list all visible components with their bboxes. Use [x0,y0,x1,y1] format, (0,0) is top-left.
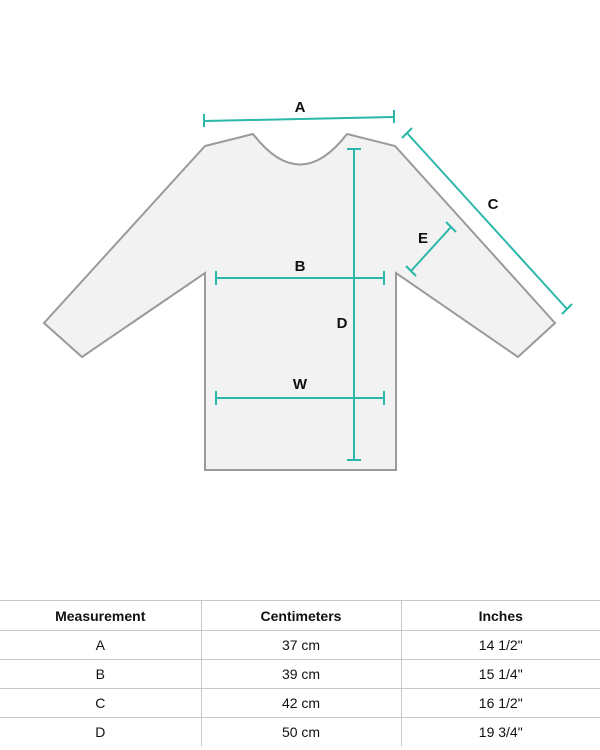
table-row [0,689,600,718]
table-row [0,660,600,689]
table-row [0,718,600,747]
cell-inches: 16 1/2" [401,689,600,718]
cell-measurement: D [0,718,201,747]
header-inches: Inches [401,601,600,631]
label-d: D [336,315,348,332]
header-centimeters: Centimeters [201,601,401,631]
cell-centimeters: 39 cm [201,660,401,689]
sweater-outline [44,134,555,470]
header-measurement: Measurement [0,601,201,631]
label-a: A [294,99,306,116]
table-row [0,631,600,660]
cell-measurement: B [0,660,201,689]
cell-measurement: A [0,631,201,660]
cell-inches: 14 1/2" [401,631,600,660]
cell-centimeters: 37 cm [201,631,401,660]
cell-measurement: C [0,689,201,718]
cell-centimeters: 42 cm [201,689,401,718]
label-b: B [294,258,306,275]
table-header-row [0,601,600,631]
label-c: C [487,196,499,213]
cell-centimeters: 50 cm [201,718,401,747]
cell-inches: 19 3/4" [401,718,600,747]
label-e: E [417,230,429,247]
label-w: W [292,376,308,393]
cell-inches: 15 1/4" [401,660,600,689]
size-chart-table [0,600,600,746]
